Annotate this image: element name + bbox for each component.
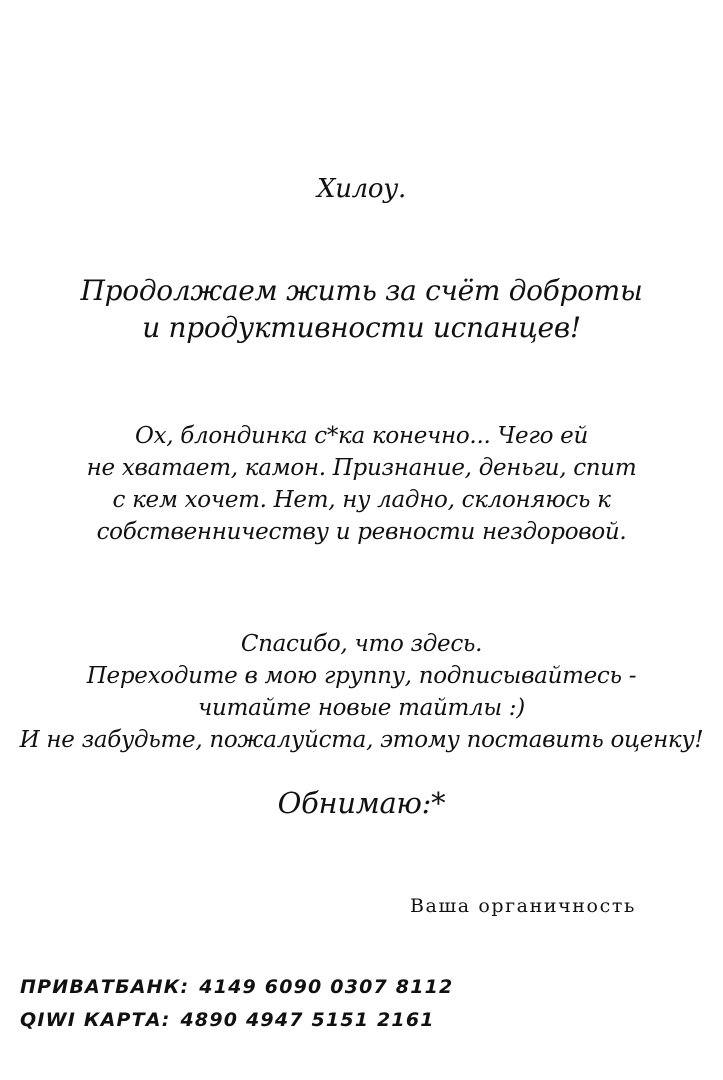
payment-number: 4149 6090 0307 8112 — [199, 976, 454, 998]
payment-qiwi — [20, 1007, 435, 1033]
thanks-paragraph — [0, 628, 723, 756]
greeting-text — [0, 172, 723, 206]
signature-text: Ваша органичность — [410, 895, 636, 917]
hug-line: Обнимаю:* — [277, 786, 446, 820]
intro-line: Продолжаем жить за счёт доброты — [80, 274, 643, 307]
hug-closing — [0, 784, 723, 822]
comment-line: собственничеству и ревности нездоровой. — [96, 519, 627, 545]
payment-number: 4890 4947 5151 2161 — [180, 1009, 435, 1031]
thanks-line: Переходите в мою группу, подписывайтесь - — [86, 663, 637, 689]
payment-label: ПРИВАТБАНК: — [20, 976, 190, 998]
comment-line: Ох, блондинка с*ка конечно... Чего ей — [135, 423, 588, 449]
intro-line: и продуктивности испанцев! — [142, 311, 581, 344]
comment-line: не хватает, камон. Признание, деньги, спит — [86, 455, 637, 481]
thanks-line: читайте новые тайтлы :) — [198, 695, 525, 721]
thanks-line: И не забудьте, пожалуйста, этому поставить оценку! — [19, 727, 704, 753]
payment-label: QIWI КАРТА: — [20, 1009, 171, 1031]
payment-privatbank — [20, 974, 453, 1000]
thanks-line: Спасибо, что здесь. — [240, 631, 483, 657]
comment-line: с кем хочет. Нет, ну ладно, склоняюсь к — [112, 487, 611, 513]
greeting-line: Хилоу. — [316, 174, 406, 204]
intro-paragraph — [0, 272, 723, 346]
chapter-comment-paragraph — [0, 420, 723, 548]
